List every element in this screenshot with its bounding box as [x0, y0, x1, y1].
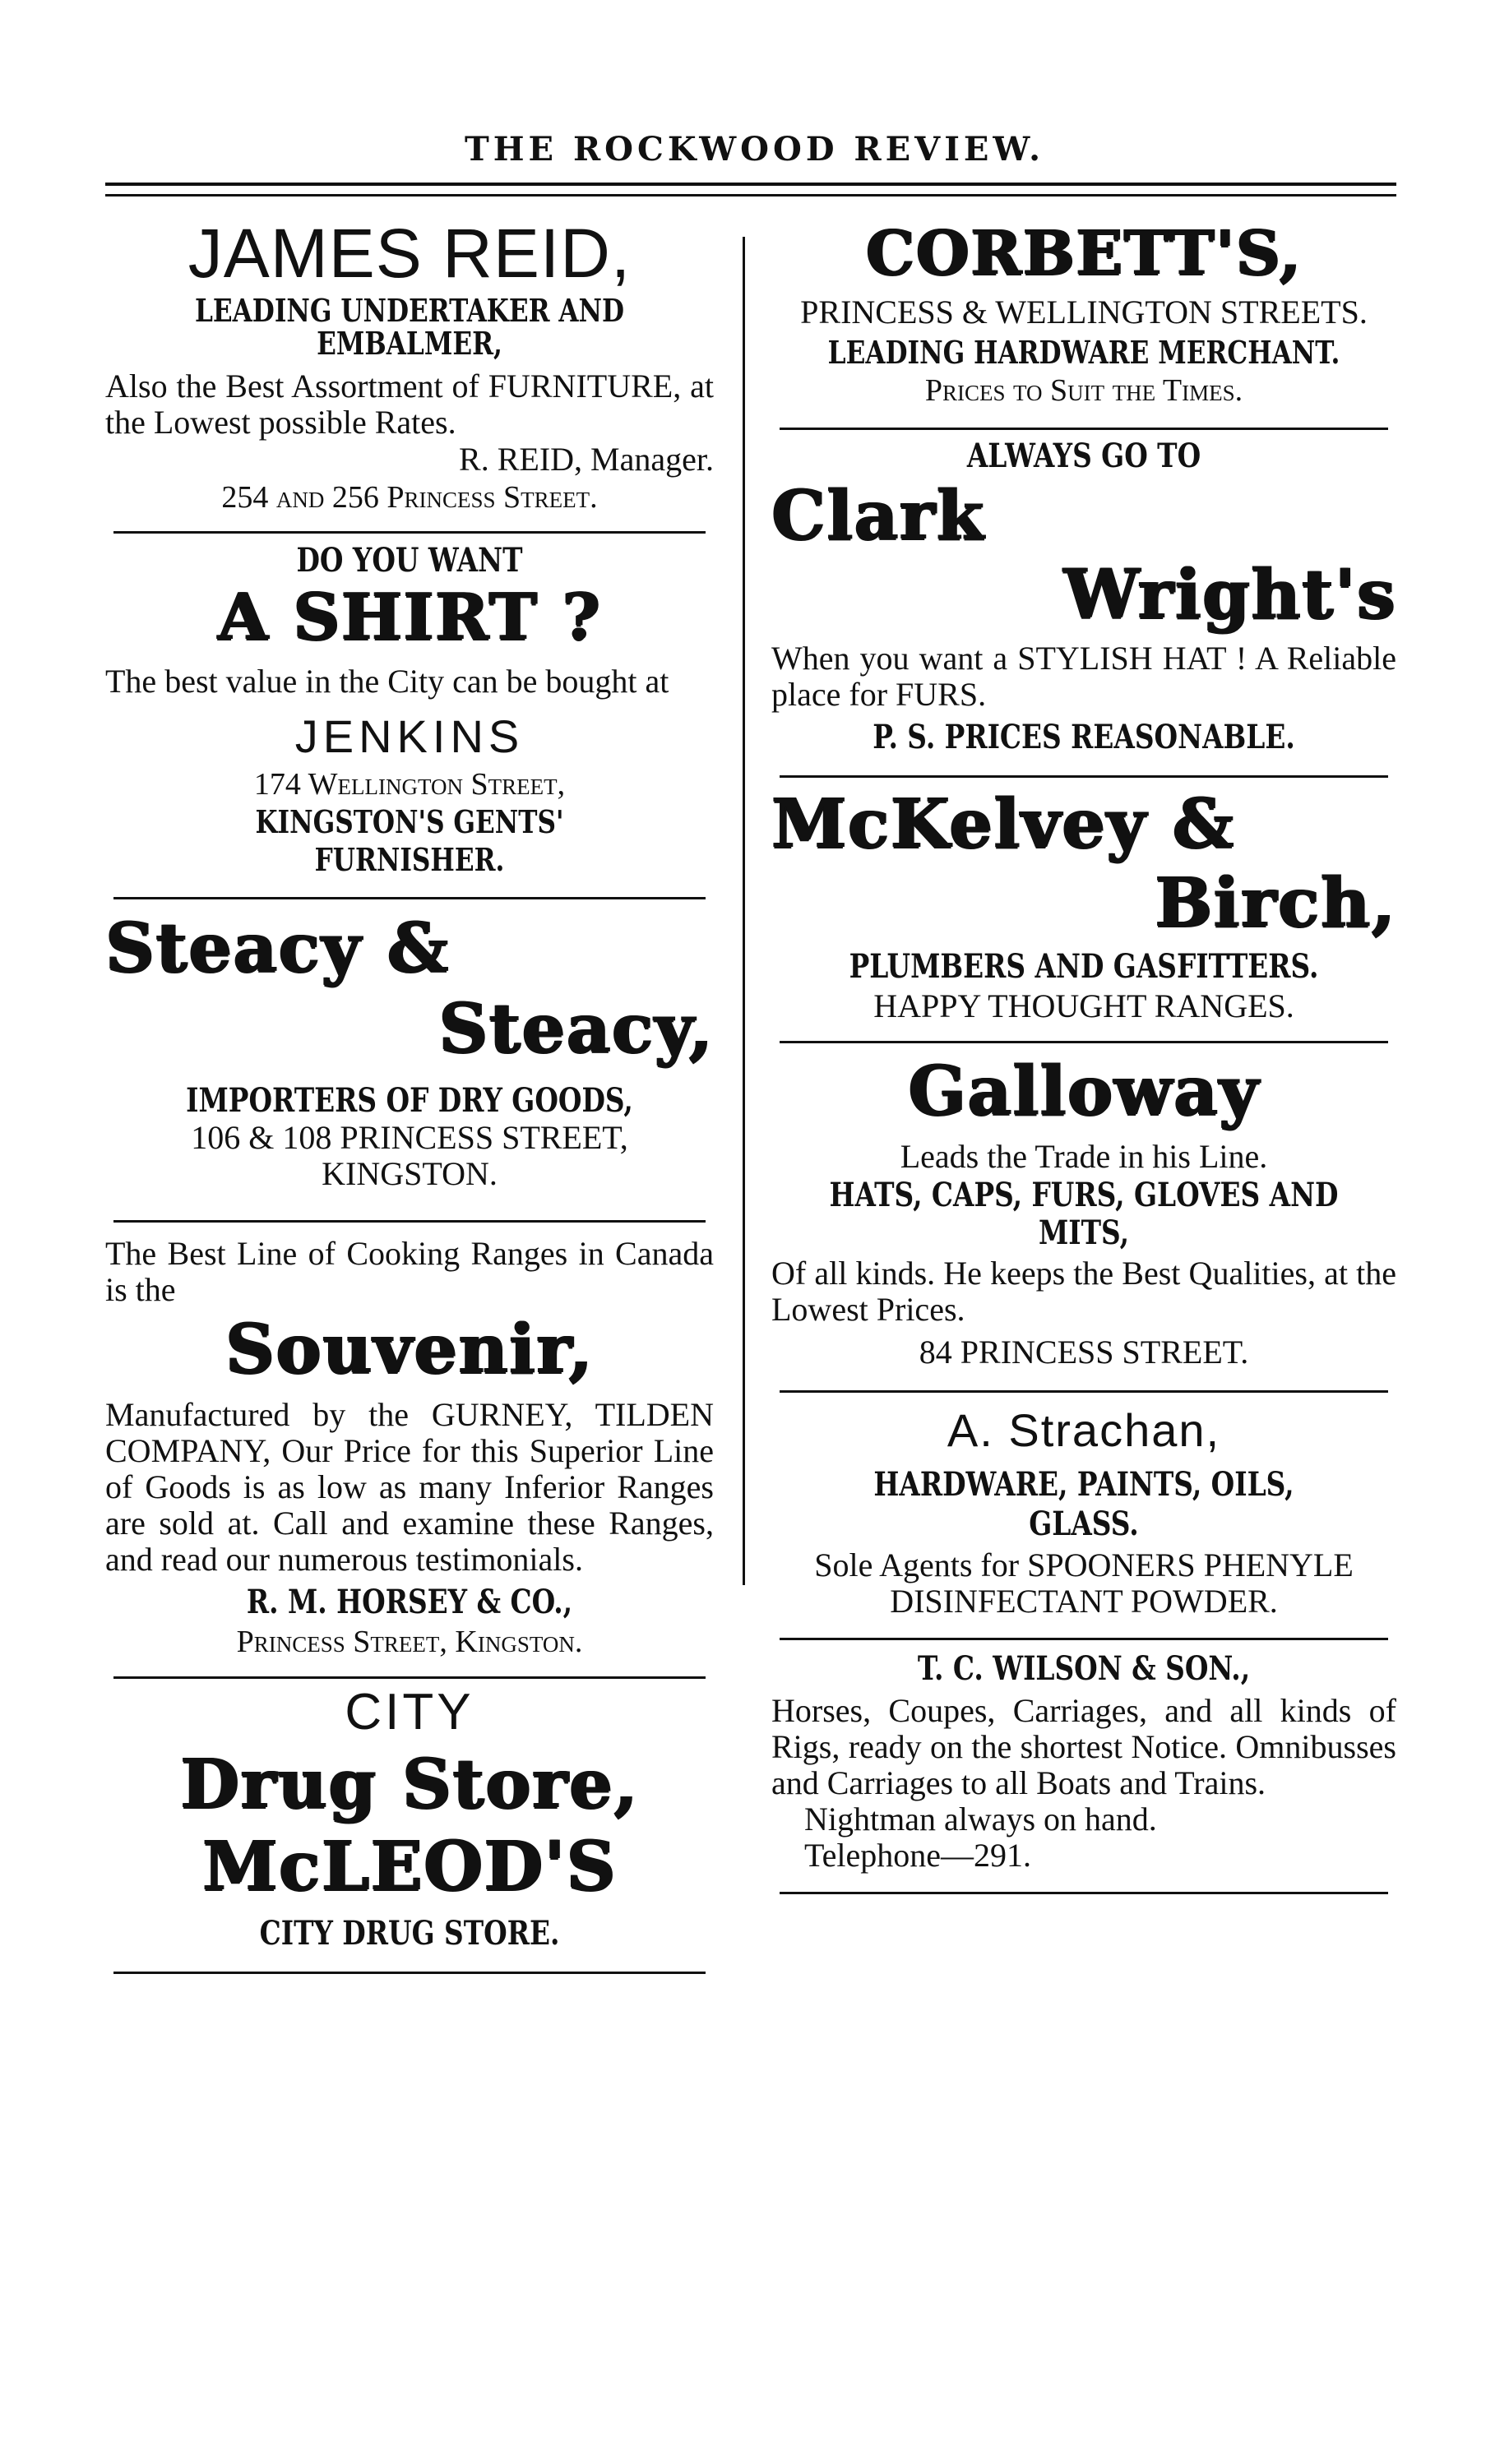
souvenir-name: Souvenir,: [225, 1310, 594, 1389]
galloway-name: Galloway: [908, 1052, 1260, 1130]
ad-wilson: [771, 1648, 1396, 1874]
header-rule-bottom: [105, 194, 1396, 196]
mckelvey-name-line2: Birch,: [1155, 863, 1396, 942]
ad-city-drug-store: [105, 1682, 714, 1953]
souvenir-dealer: R. M. HORSEY & CO.,: [246, 1583, 573, 1621]
souvenir-intro: The Best Line of Cooking Ranges in Canada is the: [105, 1235, 714, 1308]
reid-body: Also the Best Assortment of FURNITURE, at the Lowest possible Rates.: [105, 368, 714, 441]
galloway-lead: Leads the Trade in his Line.: [900, 1138, 1268, 1175]
strachan-name: A. Strachan,: [947, 1404, 1221, 1456]
divider: [113, 897, 706, 899]
steacy-name-line2: Steacy,: [438, 989, 714, 1068]
ad-mckelvey-birch: [771, 784, 1396, 1026]
divider: [780, 428, 1388, 430]
wilson-body: Horses, Coupes, Carriages, and all kinds of Rigs, ready on the shortest Notice. Omnibusses and Carriages to all Boats and Trains.: [771, 1692, 1396, 1801]
steacy-address-line2: KINGSTON.: [322, 1155, 498, 1192]
corbett-prices: Prices to Suit the Times.: [924, 373, 1243, 408]
mckelvey-trade: PLUMBERS AND GASFITTERS.: [849, 947, 1319, 986]
ad-strachan: [771, 1401, 1396, 1620]
jenkins-trade: KINGSTON'S GENTS' FURNISHER.: [255, 803, 564, 878]
drug-line2: McLEOD'S: [202, 1827, 617, 1906]
reid-name: JAMES REID,: [187, 215, 632, 292]
drug-tagline: CITY DRUG STORE.: [259, 1914, 560, 1953]
clark-ps: P. S. PRICES REASONABLE.: [873, 718, 1295, 756]
left-column: [105, 215, 714, 1974]
strachan-trade: HARDWARE, PAINTS, OILS, GLASS.: [873, 1465, 1294, 1543]
corbett-name: CORBETT'S,: [865, 218, 1303, 289]
clark-always: ALWAYS GO TO: [966, 437, 1201, 475]
steacy-address-line1: 106 & 108 PRINCESS STREET,: [191, 1119, 628, 1156]
ad-souvenir: [105, 1236, 714, 1662]
jenkins-address: 174 Wellington Street,: [253, 767, 566, 802]
ad-corbett: [771, 215, 1396, 409]
wilson-name: T. C. WILSON & SON.,: [917, 1649, 1251, 1688]
reid-trade: LEADING UNDERTAKER AND EMBALMER,: [194, 292, 625, 362]
souvenir-body: Manufactured by the GURNEY, TILDEN COMPANY, Our Price for this Superior Line of Goods is as low as many Inferior Ranges are sold at. Call and examine these Ranges, and read our numerous testimonials.: [105, 1396, 714, 1578]
divider: [113, 1972, 706, 1974]
header-rule-top: [105, 183, 1396, 186]
corbett-trade: LEADING HARDWARE MERCHANT.: [827, 334, 1340, 371]
ad-james-reid: [105, 215, 714, 516]
ad-jenkins: [105, 542, 714, 879]
right-column: [771, 215, 1396, 1894]
jenkins-shirt: A SHIRT ?: [217, 580, 602, 654]
strachan-body: Sole Agents for SPOONERS PHENYLE DISINFECTANT POWDER.: [814, 1546, 1354, 1620]
divider: [113, 1220, 706, 1223]
divider: [780, 775, 1388, 778]
jenkins-body: The best value in the City can be bought at: [105, 663, 669, 700]
divider: [780, 1638, 1388, 1640]
reid-manager: R. REID, Manager.: [459, 441, 714, 478]
jenkins-question: DO YOU WANT: [296, 541, 523, 580]
steacy-name-line1: Steacy &: [105, 908, 450, 987]
wilson-phone: Telephone—291.: [804, 1837, 1032, 1874]
divider: [780, 1390, 1388, 1393]
souvenir-address: Princess Street, Kingston.: [236, 1625, 583, 1659]
divider: [113, 1676, 706, 1679]
reid-address: 254 and 256 Princess Street.: [221, 480, 598, 515]
galloway-body: Of all kinds. He keeps the Best Qualities, at the Lowest Prices.: [771, 1255, 1396, 1328]
clark-name-line1: Clark: [771, 476, 985, 555]
ad-steacy: [105, 908, 714, 1192]
ad-clark-wright: [771, 437, 1396, 757]
mckelvey-ranges: HAPPY THOUGHT RANGES.: [873, 987, 1294, 1024]
clark-name-line2: Wright's: [1063, 555, 1396, 634]
galloway-address: 84 PRINCESS STREET.: [919, 1334, 1249, 1371]
divider: [780, 1041, 1388, 1043]
mckelvey-name-line1: McKelvey &: [771, 784, 1235, 863]
steacy-trade: IMPORTERS OF DRY GOODS,: [186, 1081, 633, 1120]
page-header: THE ROCKWOOD REVIEW.: [464, 130, 1045, 169]
clark-body: When you want a STYLISH HAT ! A Reliable place for FURS.: [771, 640, 1396, 713]
galloway-goods: HATS, CAPS, FURS, GLOVES AND MITS,: [829, 1176, 1339, 1252]
drug-city: CITY: [345, 1684, 474, 1741]
column-divider: [743, 237, 745, 1585]
divider: [780, 1892, 1388, 1894]
drug-line1: Drug Store,: [180, 1745, 639, 1824]
divider: [113, 531, 706, 534]
corbett-address: PRINCESS & WELLINGTON STREETS.: [800, 294, 1368, 331]
ad-galloway: [771, 1050, 1396, 1372]
wilson-night: Nightman always on hand.: [804, 1801, 1157, 1838]
jenkins-name: JENKINS: [294, 710, 525, 762]
